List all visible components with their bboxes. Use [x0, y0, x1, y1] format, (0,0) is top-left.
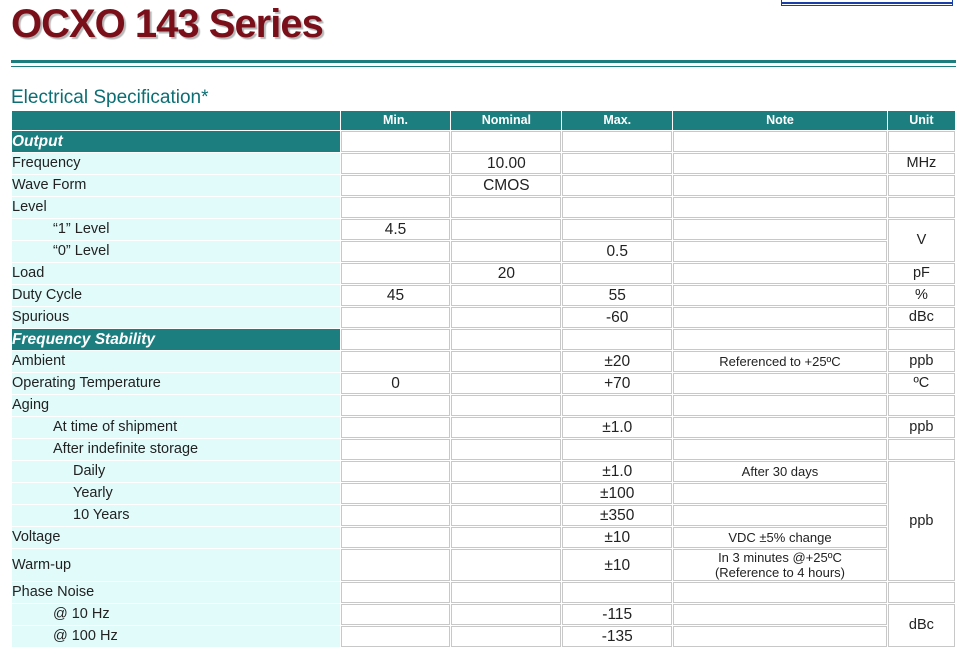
- cell-unit: dBc: [888, 604, 955, 647]
- row-label: Warm-up: [12, 549, 340, 581]
- table-row: [12, 395, 955, 416]
- note-line: In 3 minutes @+25ºC: [718, 550, 842, 565]
- row-label: 10 Years: [12, 505, 340, 526]
- row-label: Load: [12, 263, 340, 284]
- cell-unit: %: [888, 285, 955, 306]
- header-unit: Unit: [888, 111, 955, 130]
- table-row: [12, 373, 955, 394]
- row-label: Aging: [12, 395, 340, 416]
- table-row: [12, 604, 955, 625]
- table-row: [12, 582, 955, 603]
- table-row: [12, 417, 955, 438]
- cell-unit: ºC: [888, 373, 955, 394]
- section-row-stability: [12, 329, 955, 350]
- table-row: [12, 153, 955, 174]
- row-label: “1” Level: [12, 219, 340, 240]
- cell-max: -60: [562, 307, 672, 328]
- cell-max: ±350: [562, 505, 672, 526]
- row-label: Daily: [12, 461, 340, 482]
- cell-max: ±10: [562, 527, 672, 548]
- cell-note: VDC ±5% change: [673, 527, 887, 548]
- header-blank: [12, 111, 340, 130]
- row-label: After indefinite storage: [12, 439, 340, 460]
- table-row: [12, 461, 955, 482]
- cell-nominal: 20: [451, 263, 561, 284]
- cell-nominal: CMOS: [451, 175, 561, 196]
- cell-note: Referenced to +25ºC: [673, 351, 887, 372]
- note-line: (Reference to 4 hours): [714, 565, 846, 580]
- cell-unit: ppb: [888, 417, 955, 438]
- row-label: Spurious: [12, 307, 340, 328]
- row-label: Phase Noise: [12, 582, 340, 603]
- spec-table: [11, 110, 956, 648]
- cell-max: +70: [562, 373, 672, 394]
- table-row: [12, 439, 955, 460]
- cell-min: 45: [341, 285, 451, 306]
- title-divider: [11, 60, 956, 63]
- table-row: [12, 219, 955, 240]
- row-label: @ 100 Hz: [12, 626, 340, 647]
- cell-unit: ppb: [888, 461, 955, 581]
- table-row: [12, 307, 955, 328]
- row-label: At time of shipment: [12, 417, 340, 438]
- row-label: Wave Form: [12, 175, 340, 196]
- row-label: Ambient: [12, 351, 340, 372]
- header-note: Note: [673, 111, 887, 130]
- cell-max: ±100: [562, 483, 672, 504]
- section-label-output: Output: [12, 131, 340, 152]
- cell-unit: V: [888, 219, 955, 262]
- cell-max: 0.5: [562, 241, 672, 262]
- cell-max: ±1.0: [562, 461, 672, 482]
- cell-min: 0: [341, 373, 451, 394]
- table-row: [12, 175, 955, 196]
- cell-note: After 30 days: [673, 461, 887, 482]
- cell-max: ±1.0: [562, 417, 672, 438]
- cell-max: -135: [562, 626, 672, 647]
- table-row: [12, 527, 955, 548]
- cell-max: ±10: [562, 549, 672, 581]
- page-title: OCXO 143 Series: [11, 2, 323, 46]
- cell-note: [673, 549, 887, 581]
- section-row-output: [12, 131, 955, 152]
- table-row: [12, 241, 955, 262]
- cell-unit: MHz: [888, 153, 955, 174]
- row-label: Operating Temperature: [12, 373, 340, 394]
- table-row: [12, 483, 955, 504]
- table-row: [12, 626, 955, 647]
- cell-min: 4.5: [341, 219, 451, 240]
- table-row: [12, 263, 955, 284]
- cell-unit: ppb: [888, 351, 955, 372]
- cell-unit: pF: [888, 263, 955, 284]
- cell-unit: dBc: [888, 307, 955, 328]
- row-label: “0” Level: [12, 241, 340, 262]
- row-label: Duty Cycle: [12, 285, 340, 306]
- header-nominal: Nominal: [451, 111, 561, 130]
- header-max: Max.: [562, 111, 672, 130]
- row-label: Yearly: [12, 483, 340, 504]
- top-link-badge[interactable]: [781, 0, 953, 6]
- cell-nominal: 10.00: [451, 153, 561, 174]
- cell-max: -115: [562, 604, 672, 625]
- row-label: Frequency: [12, 153, 340, 174]
- cell-max: ±20: [562, 351, 672, 372]
- header-min: Min.: [341, 111, 451, 130]
- table-row: [12, 549, 955, 581]
- table-row: [12, 505, 955, 526]
- section-label-stability: Frequency Stability: [12, 329, 340, 350]
- row-label: @ 10 Hz: [12, 604, 340, 625]
- title-divider-thin: [11, 66, 956, 67]
- row-label: Level: [12, 197, 340, 218]
- cell-max: 55: [562, 285, 672, 306]
- row-label: Voltage: [12, 527, 340, 548]
- table-row: [12, 197, 955, 218]
- section-heading: Electrical Specification*: [11, 87, 209, 108]
- table-row: [12, 285, 955, 306]
- table-row: [12, 351, 955, 372]
- table-header-row: [12, 111, 955, 130]
